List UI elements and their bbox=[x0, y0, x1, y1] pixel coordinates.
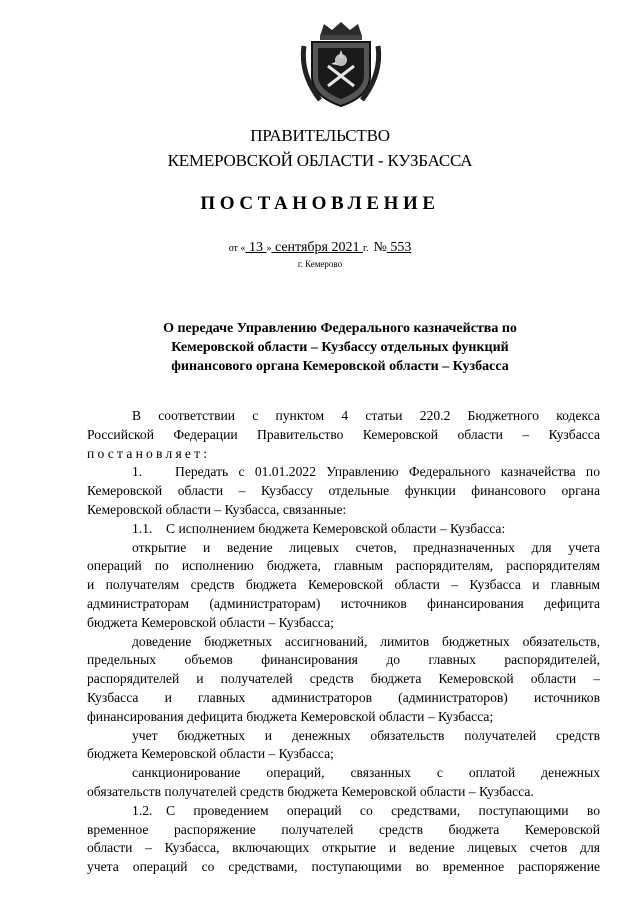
date-from-label: от « bbox=[228, 243, 246, 254]
decree-city: г. Кемерово bbox=[297, 259, 343, 269]
decree-body bbox=[87, 407, 600, 877]
body-line: бюджета Кемеровской области – Кузбасса; bbox=[87, 746, 334, 762]
body-line: постановляет: bbox=[87, 445, 211, 461]
body-line: финансирования дефицита бюджета Кемеровской области – Кузбасса; bbox=[87, 708, 494, 724]
decree-number-label: № bbox=[373, 240, 387, 255]
government-name-line2: КЕМЕРОВСКОЙ ОБЛАСТИ - КУЗБАССА bbox=[167, 151, 473, 170]
body-line: бюджета Кемеровской области – Кузбасса; bbox=[87, 614, 334, 630]
item-number: 1.1. bbox=[132, 520, 153, 536]
item-1 bbox=[87, 463, 600, 482]
body-line: Кемеровской области – Кузбасса, связанные: bbox=[87, 501, 347, 517]
date-month-year: сентября 2021 bbox=[271, 240, 363, 255]
body-line: обязательств получателей средств бюджета Кемеровской области – Кузбасса. bbox=[87, 783, 534, 799]
decree-dateline bbox=[0, 240, 640, 256]
body-line: открытие и ведение лицевых счетов, предназначенных для учета bbox=[132, 539, 600, 555]
body-line: С исполнением бюджета Кемеровской области – Кузбасса: bbox=[166, 520, 506, 536]
subject-line: финансового органа Кемеровской области – Кузбасса bbox=[171, 359, 509, 374]
body-line: Кемеровской области – Кузбассу отдельные функции финансового органа bbox=[87, 483, 600, 499]
decree-subject bbox=[140, 319, 540, 376]
subject-line: О передаче Управлению Федерального казначейства по bbox=[163, 321, 517, 336]
body-line: учет бюджетных и денежных обязательств получателей средств bbox=[132, 727, 600, 743]
body-line: операций по исполнению бюджета, главным распорядителям, распорядителям bbox=[87, 558, 600, 574]
body-line: доведение бюджетных ассигнований, лимитов бюджетных обязательств, bbox=[132, 633, 600, 649]
body-line: предельных объемов финансирования до главных распорядителей, bbox=[87, 652, 600, 668]
date-year-suffix: г. bbox=[362, 243, 369, 254]
item-number: 1.2. bbox=[132, 802, 153, 818]
item-1-1 bbox=[87, 520, 600, 539]
date-close-quote: » bbox=[266, 243, 272, 254]
body-line: распорядителей и получателей средств бюджета Кемеровской области – bbox=[87, 671, 600, 687]
body-line: С проведением операций со средствами, поступающими во bbox=[166, 802, 600, 818]
body-line: Передать с 01.01.2022 Управлению Федерального казначейства по bbox=[175, 464, 600, 480]
body-line: учета операций со средствами, поступающими во временное распоряжение bbox=[87, 859, 600, 875]
body-line: администраторам (администраторам) источников финансирования дефицита bbox=[87, 595, 600, 611]
subject-line: Кемеровской области – Кузбассу отдельных функций bbox=[171, 340, 509, 355]
body-line: временное распоряжение получателей средств бюджета Кемеровской bbox=[87, 821, 600, 837]
government-name-line1: ПРАВИТЕЛЬСТВО bbox=[250, 126, 390, 145]
body-line: Кузбасса и главных администраторов (администраторов) источников bbox=[87, 689, 600, 705]
coat-of-arms-emblem bbox=[298, 20, 384, 108]
body-line: Российской Федерации Правительство Кемеровской области – Кузбасса bbox=[87, 426, 600, 442]
decree-title: ПОСТАНОВЛЕНИЕ bbox=[200, 193, 440, 214]
body-line: В соответствии с пунктом 4 статьи 220.2 Бюджетного кодекса bbox=[132, 408, 600, 423]
item-1-2 bbox=[87, 802, 600, 821]
body-line: и получателям средств бюджета Кемеровской области – Кузбасса и главным bbox=[87, 577, 600, 593]
body-line: области – Кузбасса, включающих открытие и ведение лицевых счетов для bbox=[87, 840, 600, 856]
body-line: санкционирование операций, связанных с оплатой денежных bbox=[132, 765, 600, 781]
item-number: 1. bbox=[132, 464, 143, 480]
decree-number: 553 bbox=[386, 240, 412, 255]
date-day: 13 bbox=[245, 240, 267, 255]
